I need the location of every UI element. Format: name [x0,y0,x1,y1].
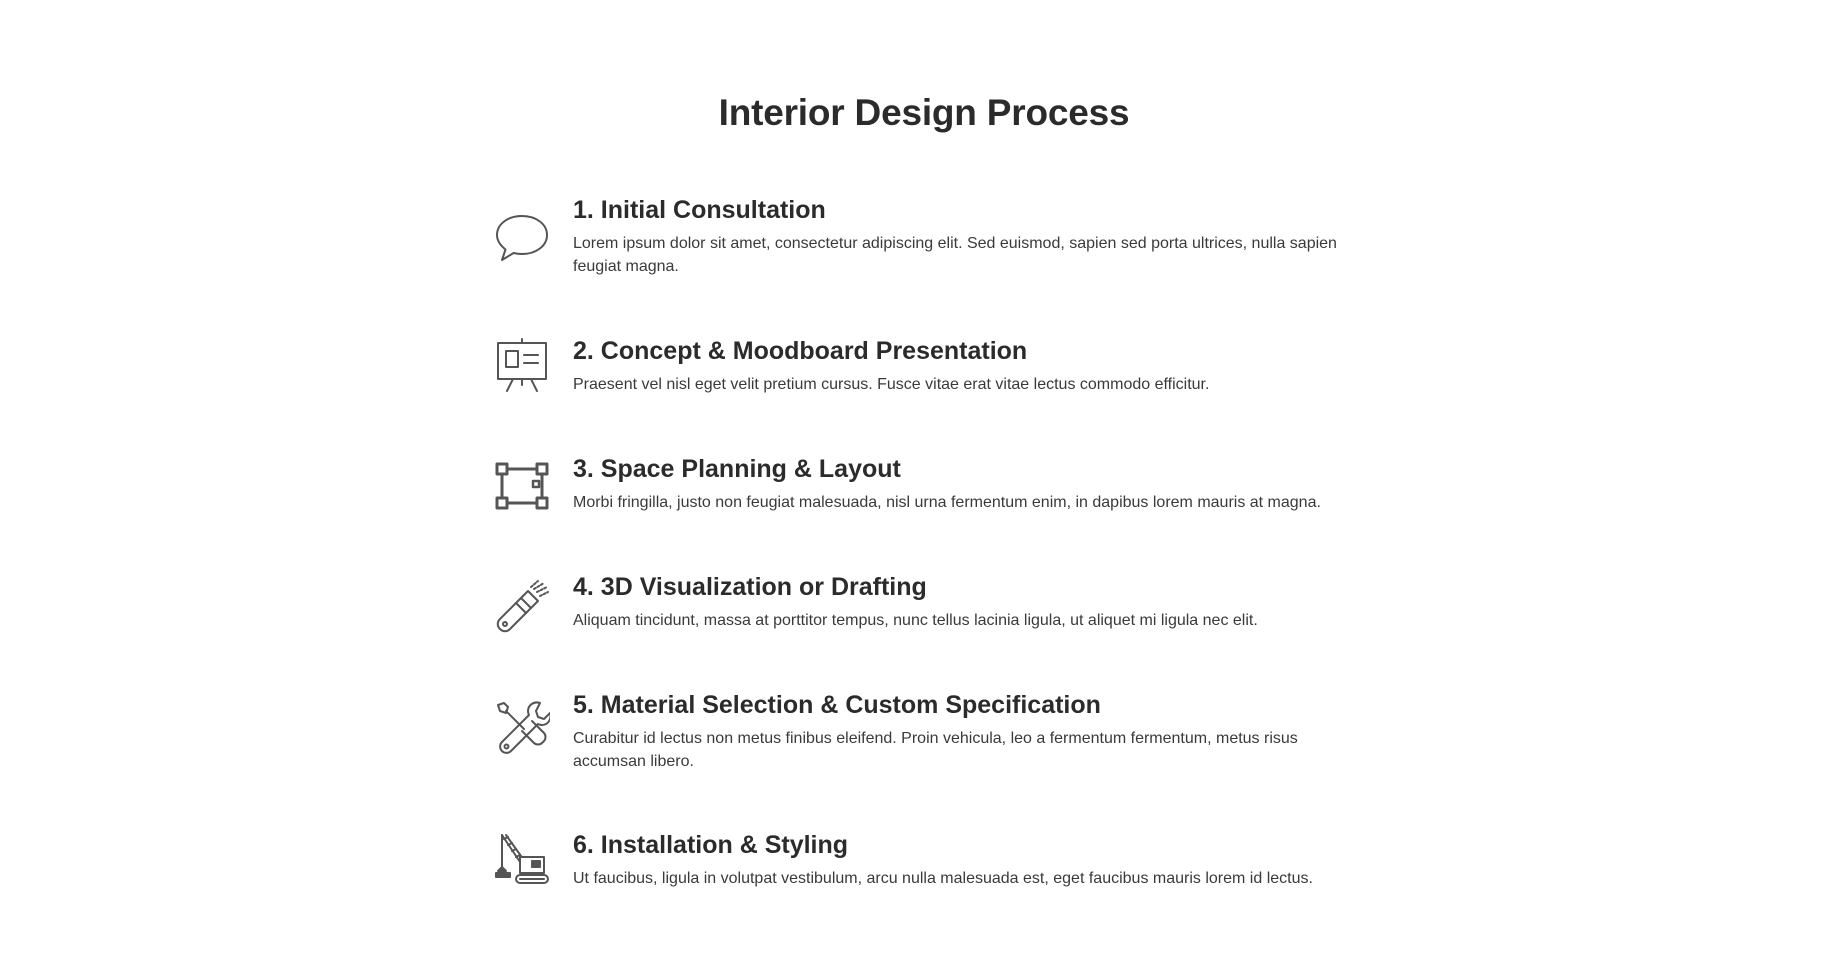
presentation-board-icon [494,337,550,393]
step-title: 3. Space Planning & Layout [573,455,901,483]
step-description: Ut faucibus, ligula in volutpat vestibulum, arcu nulla malesuada est, eget faucibus mauris lorem id lectus. [573,870,1313,887]
step-description: Lorem ipsum dolor sit amet, consectetur adipiscing elit. Sed euismod, sapien sed porta ultrices, nulla sapien feugiat magna. [573,235,1337,275]
step-title: 1. Initial Consultation [573,196,826,224]
crane-icon [494,831,550,887]
step-description: Aliquam tincidunt, massa at porttitor tempus, nunc tellus lacinia ligula, ut aliquet mi ligula nec elit. [573,612,1258,629]
step-title: 5. Material Selection & Custom Specification [573,691,1101,719]
step-title: 4. 3D Visualization or Drafting [573,573,927,601]
layout-frame-icon [494,459,550,515]
paint-brush-icon [494,579,550,635]
process-step-3 [494,455,1354,545]
step-title: 2. Concept & Moodboard Presentation [573,337,1028,365]
process-step-4 [494,573,1354,663]
process-step-6 [494,831,1354,921]
step-description: Curabitur id lectus non metus finibus eleifend. Proin vehicula, leo a fermentum fermentum, metus risus accumsan libero. [573,730,1298,770]
process-step-2 [494,337,1354,427]
page-title: Interior Design Process [718,92,1130,133]
tools-icon [494,699,550,755]
process-step-5 [494,691,1354,781]
step-title: 6. Installation & Styling [573,831,849,859]
step-description: Morbi fringilla, justo non feugiat malesuada, nisl urna fermentum enim, in dapibus lorem mauris at magna. [573,494,1321,511]
step-description: Praesent vel nisl eget velit pretium cursus. Fusce vitae erat vitae lectus commodo efficitur. [573,376,1210,393]
process-step-1 [494,196,1354,286]
speech-bubble-icon [494,208,550,264]
